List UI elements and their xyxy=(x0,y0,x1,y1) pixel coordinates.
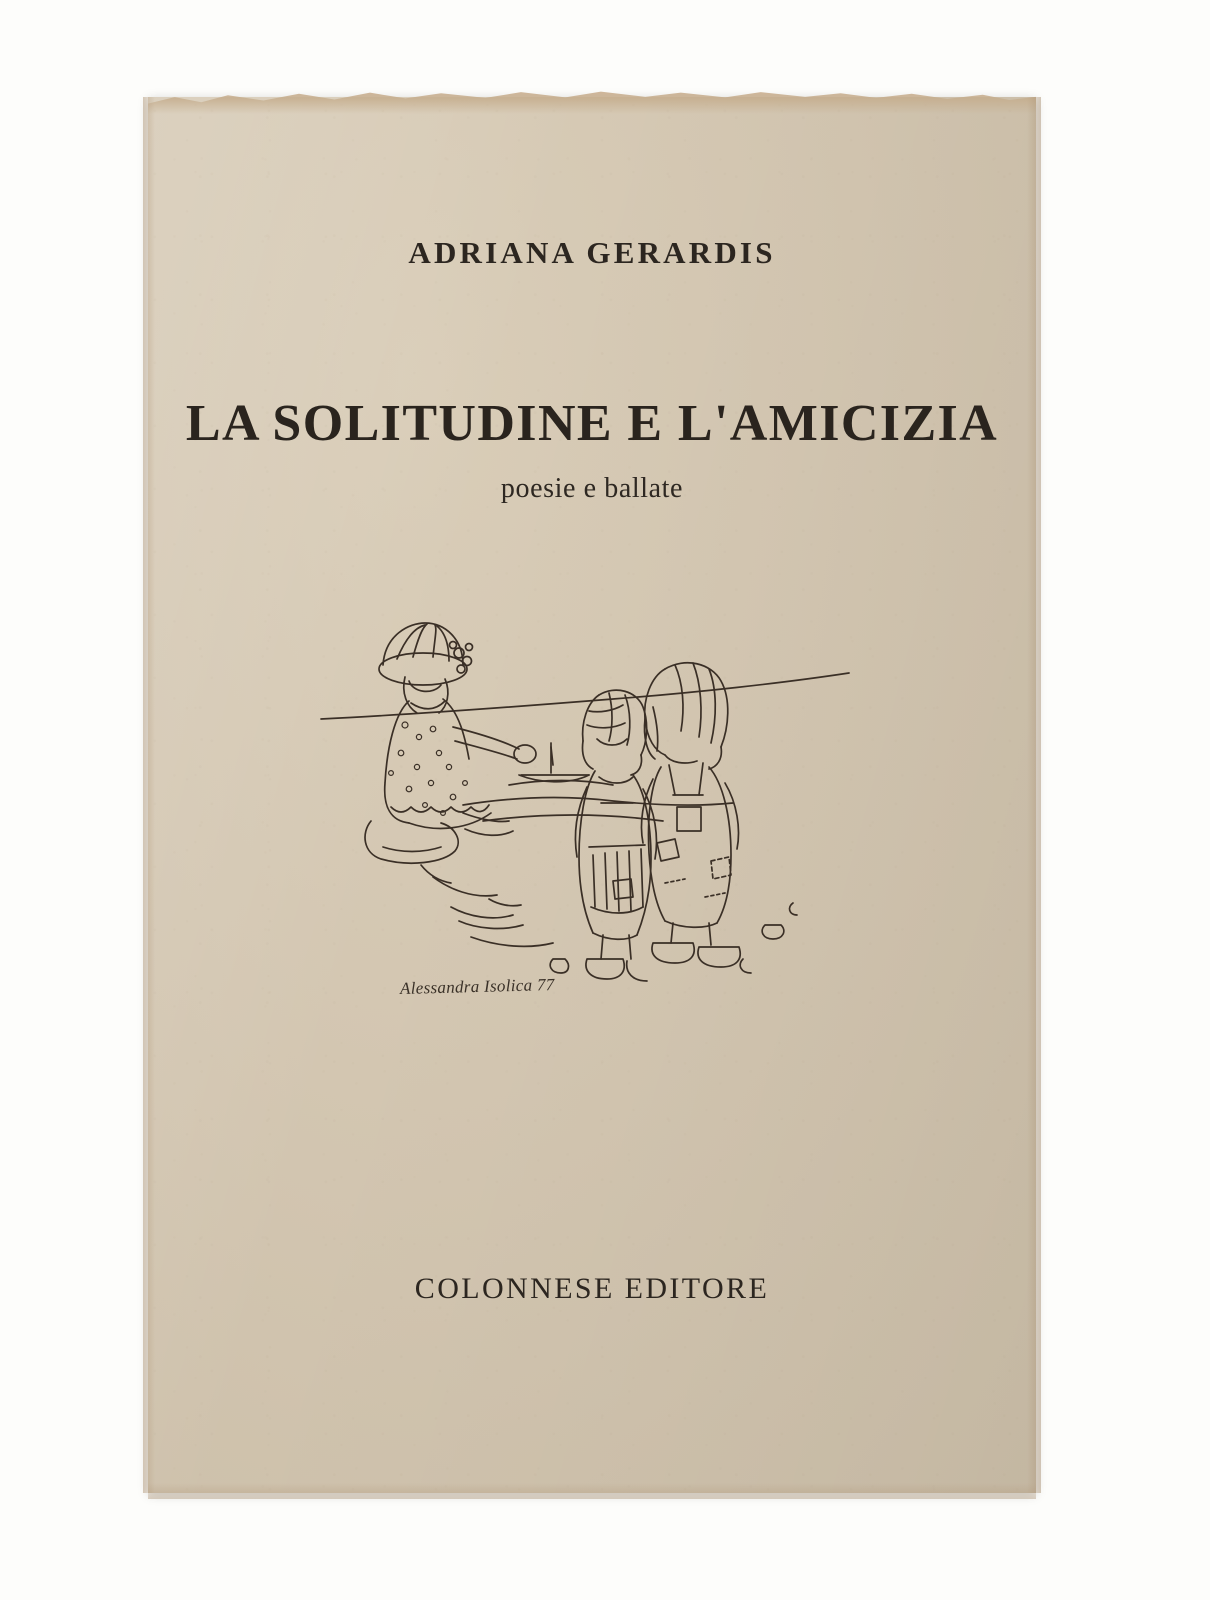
publisher-name: COLONNESE EDITORE xyxy=(414,1272,770,1305)
book-cover xyxy=(148,97,1036,1493)
illustration-signature: Alessandra Isolica 77 xyxy=(399,974,555,999)
author-name: ADRIANA GERARDIS xyxy=(408,235,776,270)
top-edge-wear xyxy=(148,88,1036,114)
book-subtitle: poesie e ballate xyxy=(500,473,684,504)
cover-illustration xyxy=(313,607,873,1037)
book-title: LA SOLITUDINE E L'AMICIZIA xyxy=(185,395,999,452)
bottom-edge-wear xyxy=(148,1483,1036,1499)
